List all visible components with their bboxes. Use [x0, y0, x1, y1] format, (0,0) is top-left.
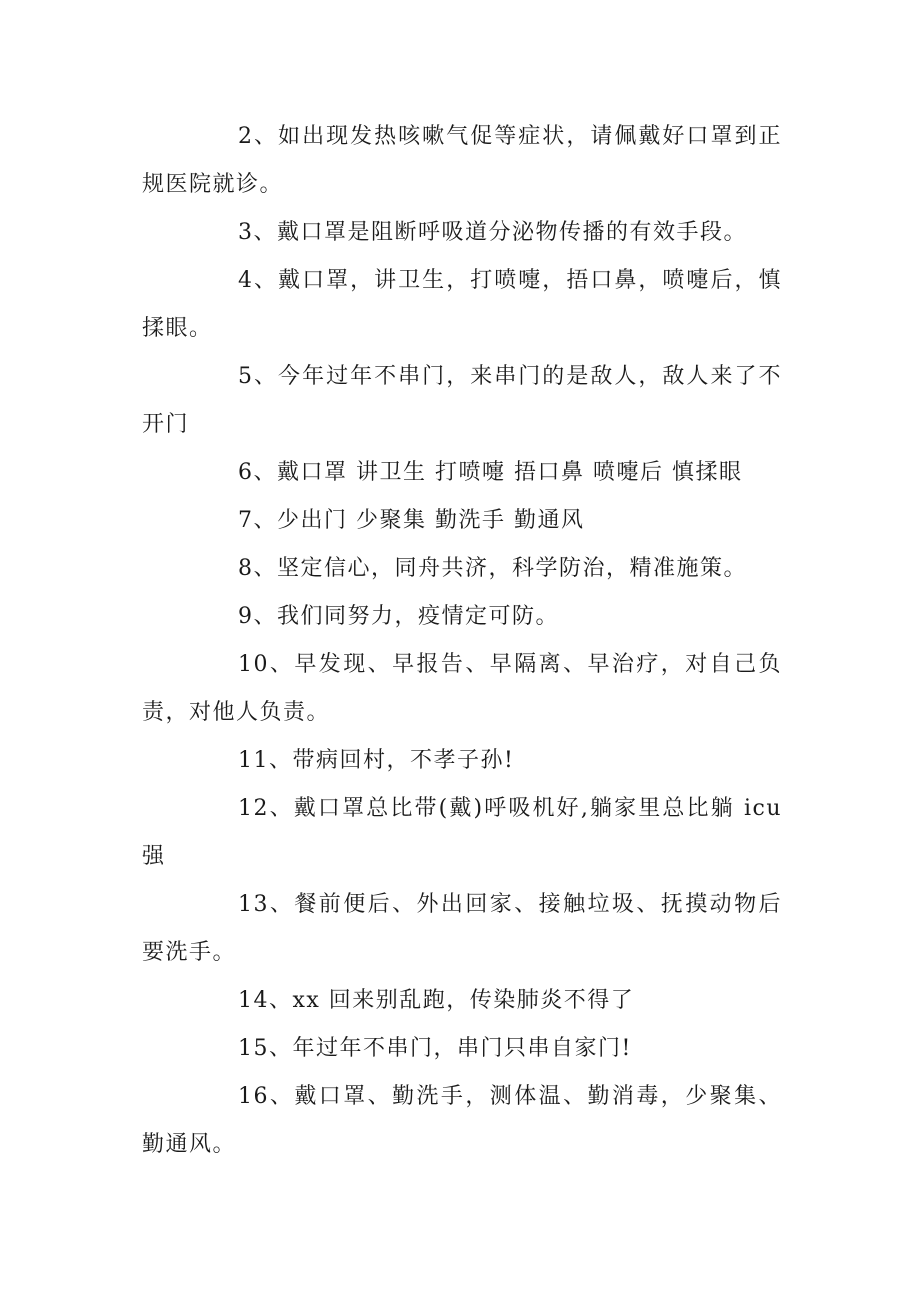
paragraph-item-13: 13、餐前便后、外出回家、接触垃圾、抚摸动物后要洗手。 [142, 892, 782, 965]
paragraph-item-9: 9、我们同努力，疫情定可防。 [238, 604, 559, 629]
paragraph-item-3: 3、戴口罩是阻断呼吸道分泌物传播的有效手段。 [238, 220, 747, 245]
paragraph-item-12: 12、戴口罩总比带(戴)呼吸机好,躺家里总比躺 icu 强 [142, 796, 782, 869]
paragraph-item-8: 8、坚定信心，同舟共济，科学防治，精准施策。 [238, 556, 747, 581]
paragraph-item-15: 15、年过年不串门，串门只串自家门! [238, 1036, 632, 1061]
paragraph-item-4: 4、戴口罩，讲卫生，打喷嚏，捂口鼻，喷嚏后，慎揉眼。 [142, 268, 782, 341]
paragraph-item-10: 10、早发现、早报告、早隔离、早治疗，对自己负责，对他人负责。 [142, 652, 782, 725]
paragraph-item-16: 16、戴口罩、勤洗手，测体温、勤消毒，少聚集、勤通风。 [142, 1084, 782, 1157]
paragraph-item-2: 2、如出现发热咳嗽气促等症状，请佩戴好口罩到正规医院就诊。 [142, 124, 782, 197]
document-body [142, 113, 782, 1169]
paragraph-item-5: 5、今年过年不串门，来串门的是敌人，敌人来了不开门 [142, 364, 782, 437]
paragraph-item-11: 11、带病回村，不孝子孙! [238, 748, 515, 773]
paragraph-item-14: 14、xx 回来别乱跑，传染肺炎不得了 [238, 988, 635, 1013]
paragraph-item-6: 6、戴口罩 讲卫生 打喷嚏 捂口鼻 喷嚏后 慎揉眼 [238, 460, 743, 485]
paragraph-item-7: 7、少出门 少聚集 勤洗手 勤通风 [238, 508, 585, 533]
